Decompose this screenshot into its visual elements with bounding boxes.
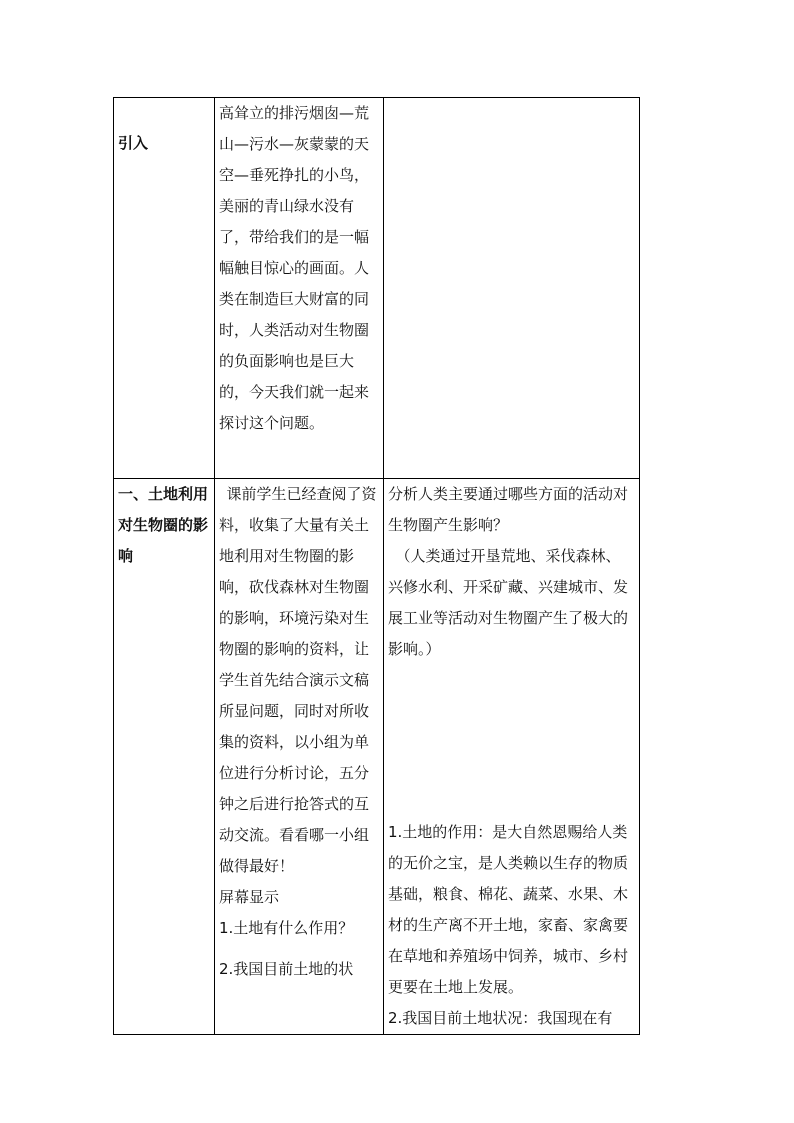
activity-intro: 课前学生已经查阅了资料，收集了大量有关土地利用对生物圈的影响，砍伐森林对生物圈的影响，环境污染对生物圈的影响的资料，让学生首先结合演示文稿所显问题，同时对所收集的资料，以小组为单位进行分析讨论，五分钟之后进行抢答式的互动交流。看看哪一小组做得最好！	[219, 485, 377, 875]
section-heading: 引入	[118, 134, 149, 152]
question-2: 2.我国目前土地的状	[219, 960, 354, 978]
notes-answer: （人类通过开垦荒地、采伐森林、兴修水利、开采矿藏、兴建城市、发展工业等活动对生物圈产生了极大的影响。）	[388, 547, 629, 658]
notes-cell	[384, 479, 640, 1035]
section-heading-cell	[114, 98, 215, 479]
section-heading-cell	[114, 479, 215, 1035]
section-heading: 一、土地利用对生物圈的影响	[118, 485, 209, 565]
teacher-activity-cell	[215, 479, 384, 1035]
teacher-activity-cell	[215, 98, 384, 479]
notes-cell	[384, 98, 640, 479]
notes-question: 分析人类主要通过哪些方面的活动对生物圈产生影响？	[388, 485, 629, 534]
lesson-plan-table	[113, 97, 640, 1035]
table-row	[114, 479, 640, 1035]
table-row	[114, 98, 640, 479]
activity-text: 高耸立的排污烟囱—荒山—污水—灰蒙蒙的天空—垂死挣扎的小鸟，美丽的青山绿水没有了，带给我们的是一幅幅触目惊心的画面。人类在制造巨大财富的同时，人类活动对生物圈的负面影响也是巨大的，今天我们就一起来探讨这个问题。	[219, 104, 370, 432]
answer-2: 2.我国目前土地状况：我国现在有	[388, 1009, 613, 1027]
answer-1: 1.土地的作用：是大自然恩赐给人类的无价之宝，是人类赖以生存的物质基础，粮食、棉花、蔬菜、水果、木材的生产离不开土地，家畜、家禽要在草地和养殖场中饲养，城市、乡村更要在土地上发展。	[388, 823, 629, 996]
screen-label: 屏幕显示	[219, 888, 280, 906]
question-1: 1.土地有什么作用？	[219, 919, 354, 937]
